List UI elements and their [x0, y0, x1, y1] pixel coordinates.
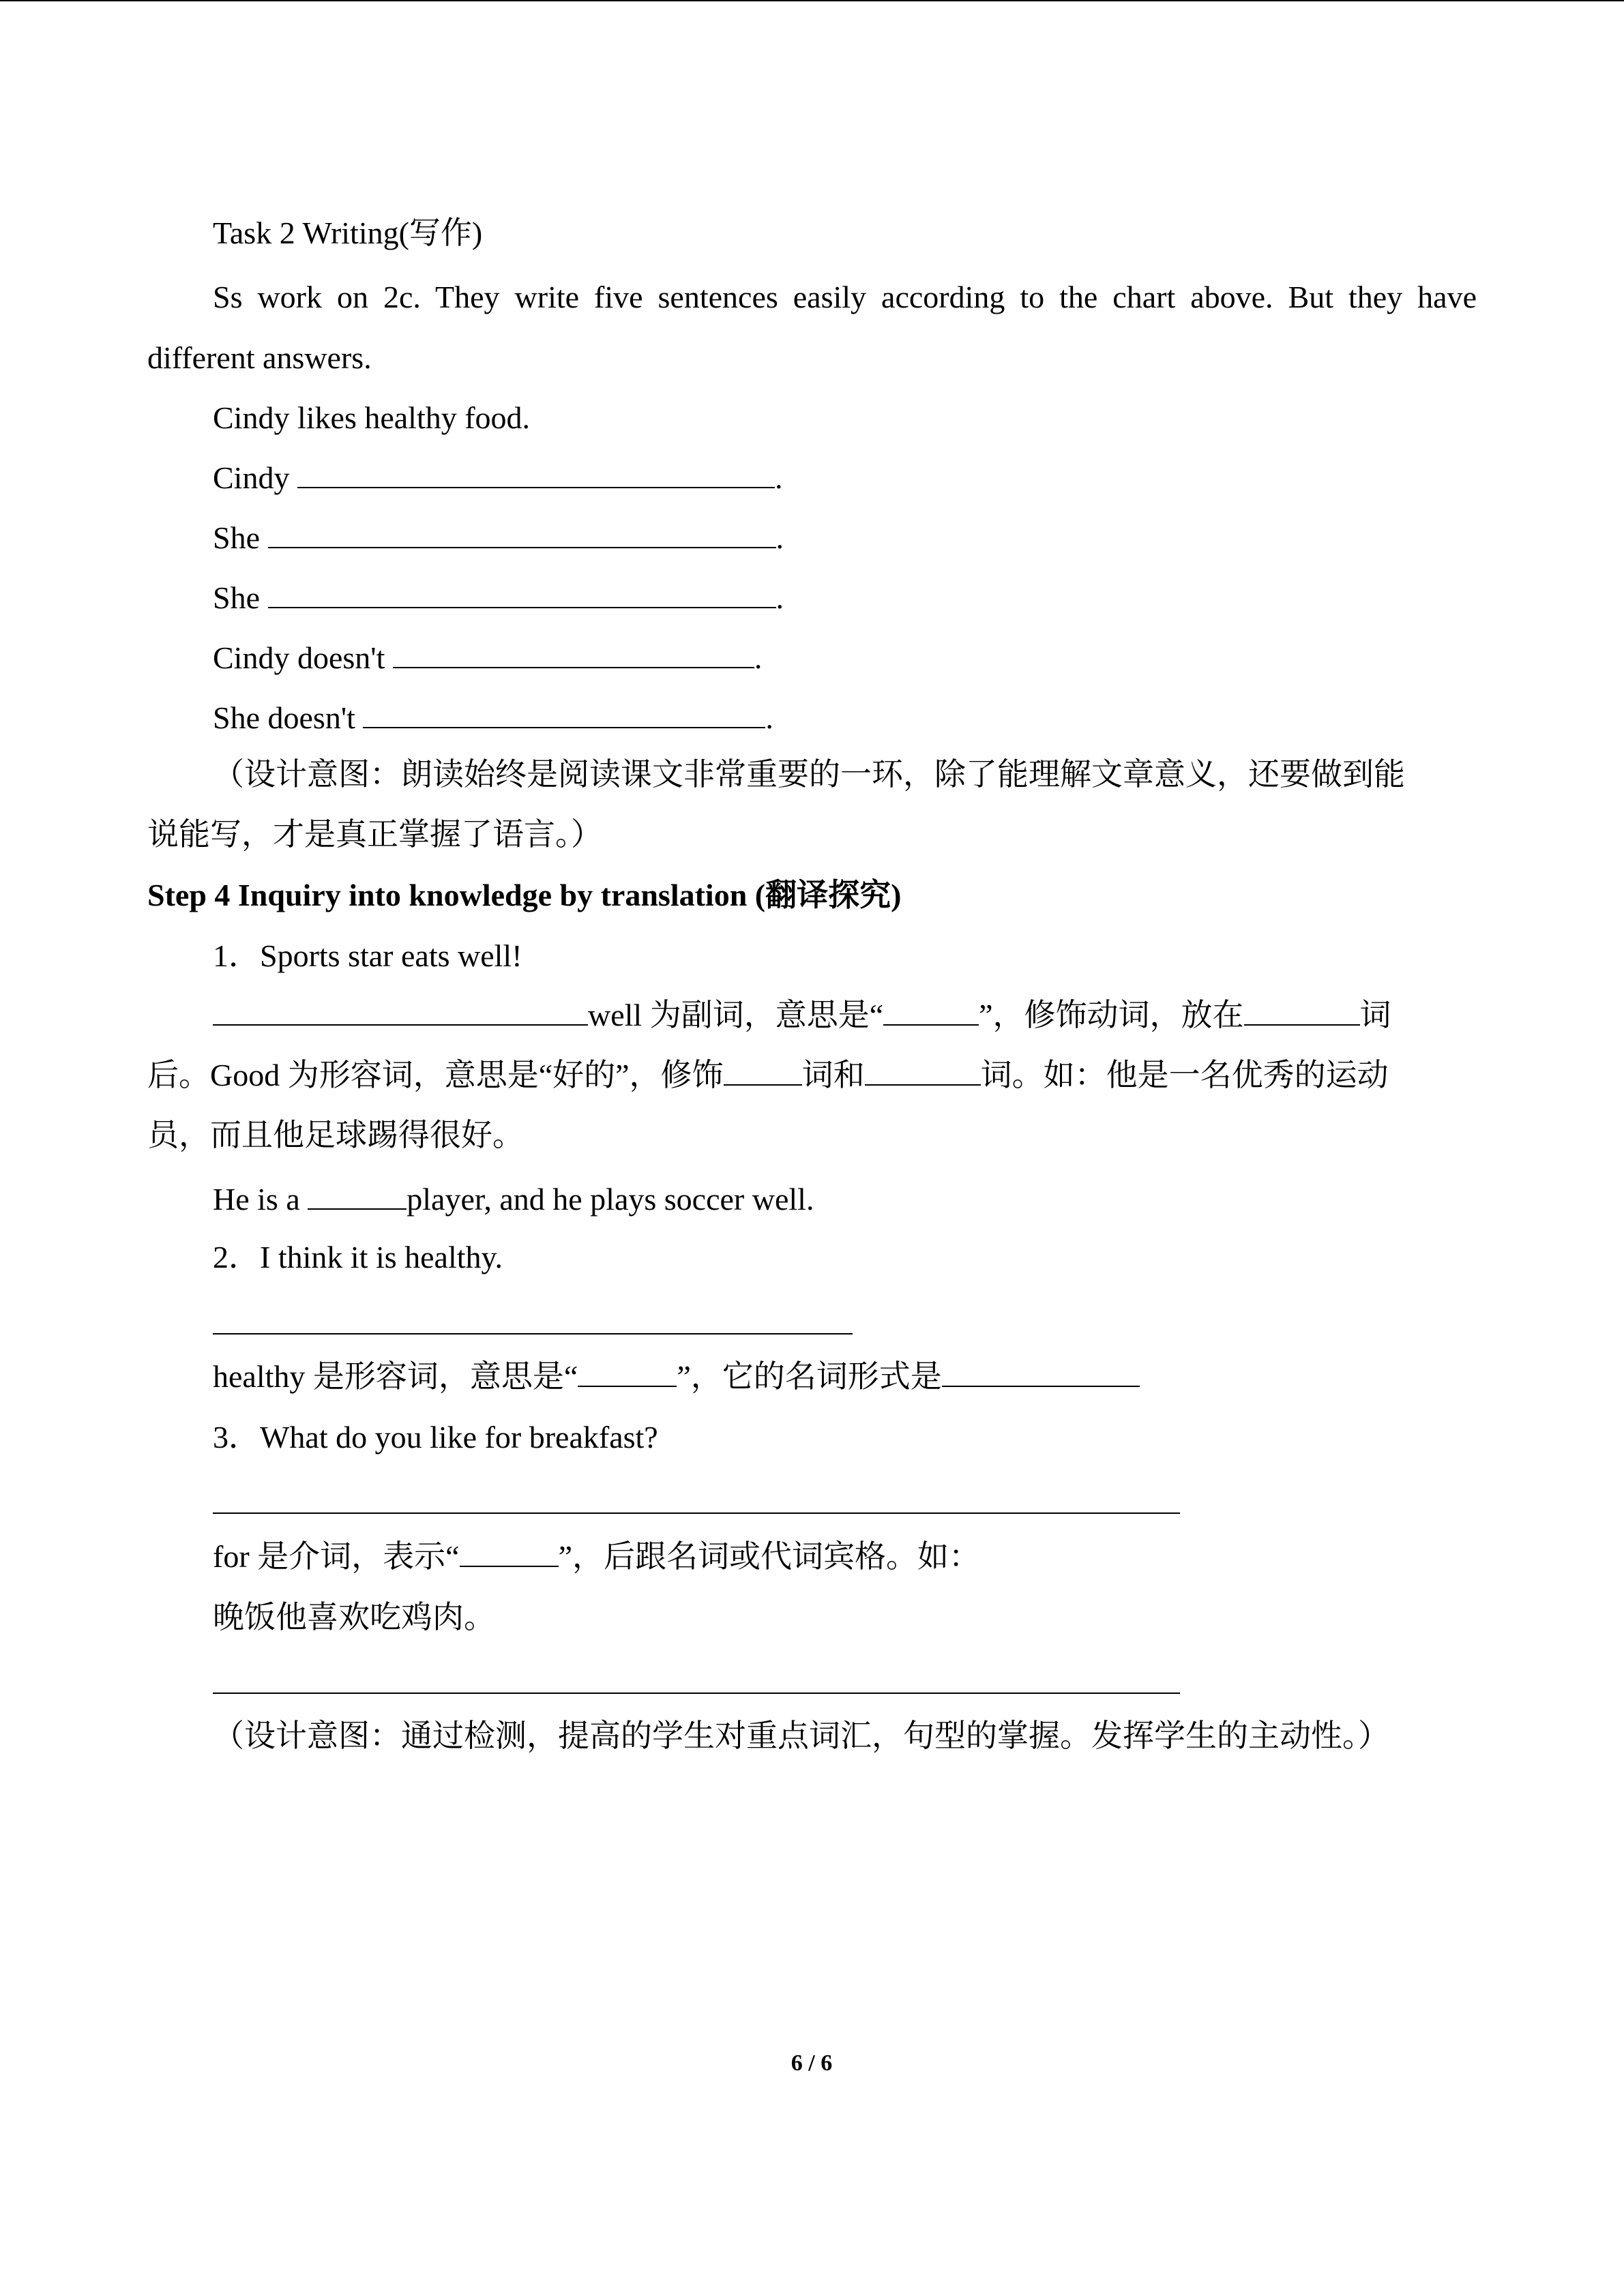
prompt-text: Cindy [213, 460, 290, 495]
sentence-prompt-4 [213, 639, 762, 676]
prompt-text: She [213, 580, 260, 615]
item1-title: 1．Sports star eats well! [213, 938, 522, 973]
item2-text: ”，它的名词形式是 [677, 1359, 942, 1394]
answer-blank[interactable] [724, 1058, 802, 1086]
item1-text: player, and he plays soccer well. [407, 1182, 814, 1217]
item1-example [213, 1180, 814, 1218]
end-mark: . [776, 580, 784, 615]
item1-line2 [147, 1056, 1389, 1094]
item3-line2: 晚饭他喜欢吃鸡肉。 [213, 1600, 495, 1635]
task2-example: Cindy likes healthy food. [213, 400, 531, 435]
sentence-prompt-3 [213, 579, 784, 616]
item2-text: healthy 是形容词，意思是“ [213, 1359, 578, 1394]
answer-blank[interactable] [865, 1058, 981, 1086]
prompt-text: She [213, 520, 260, 555]
task2-design-line2: 说能写，才是真正掌握了语言。） [147, 817, 602, 852]
item1-text: well 为副词，意思是“ [588, 998, 884, 1032]
item3-line1 [213, 1538, 980, 1575]
item3-text: for 是介词，表示“ [213, 1539, 460, 1574]
item3-title: 3．What do you like for breakfast? [213, 1420, 658, 1455]
answer-blank[interactable] [308, 1182, 407, 1210]
answer-blank[interactable] [393, 641, 754, 668]
item1-text: He is a [213, 1182, 308, 1217]
end-mark: . [774, 460, 783, 495]
answer-blank[interactable] [268, 581, 776, 608]
item3-translation-blank-2[interactable] [213, 1693, 1180, 1694]
item2-title: 2．I think it is healthy. [213, 1240, 503, 1274]
item3-text: ”，后跟名词或代词宾格。如： [558, 1539, 980, 1574]
item1-text: 词。如：他是一名优秀的运动 [980, 1058, 1389, 1092]
item1-text: 后。Good 为形容词，意思是“好的”，修饰 [147, 1058, 724, 1092]
step4-heading: Step 4 Inquiry into knowledge by translation (翻译探究) [147, 878, 902, 912]
item1-line3: 员，而且他足球踢得很好。 [147, 1118, 524, 1152]
end-mark: . [765, 700, 773, 735]
sentence-prompt-5 [213, 699, 773, 736]
answer-blank[interactable] [1244, 998, 1360, 1026]
step4-design: （设计意图：通过检测，提高的学生对重点词汇，句型的掌握。发挥学生的主动性。） [213, 1718, 1389, 1753]
answer-blank[interactable] [268, 521, 776, 548]
answer-blank[interactable] [297, 461, 775, 488]
task2-design-line1: （设计意图：朗读始终是阅读课文非常重要的一环，除了能理解文章意义，还要做到能 [213, 757, 1405, 792]
item1-line1 [213, 996, 1391, 1034]
task2-heading: Task 2 Writing(写作) [213, 215, 483, 250]
answer-blank[interactable] [213, 998, 588, 1026]
item1-text: ”，修饰动词，放在 [979, 998, 1244, 1032]
end-mark: . [776, 520, 784, 555]
item3-translation-blank[interactable] [213, 1512, 1180, 1514]
page-top-border [0, 0, 1624, 1]
item1-text: 词和 [801, 1058, 865, 1092]
answer-blank[interactable] [363, 701, 765, 728]
prompt-text: Cindy doesn't [213, 640, 385, 675]
page-number: 6 / 6 [791, 2051, 833, 2076]
answer-blank[interactable] [883, 998, 979, 1026]
task2-intro-line2: different answers. [147, 340, 372, 375]
end-mark: . [754, 640, 763, 675]
prompt-text: She doesn't [213, 700, 355, 735]
item1-text: 词 [1359, 998, 1391, 1032]
answer-blank[interactable] [942, 1360, 1140, 1387]
answer-blank[interactable] [460, 1540, 559, 1567]
item2-line1 [213, 1358, 1140, 1395]
item2-translation-blank[interactable] [213, 1333, 853, 1335]
sentence-prompt-2 [213, 519, 784, 556]
answer-blank[interactable] [578, 1360, 677, 1387]
task2-intro-line1: Ss work on 2c. They write five sentences easily according to the chart above. But they have [213, 280, 1477, 314]
sentence-prompt-1 [213, 459, 782, 496]
